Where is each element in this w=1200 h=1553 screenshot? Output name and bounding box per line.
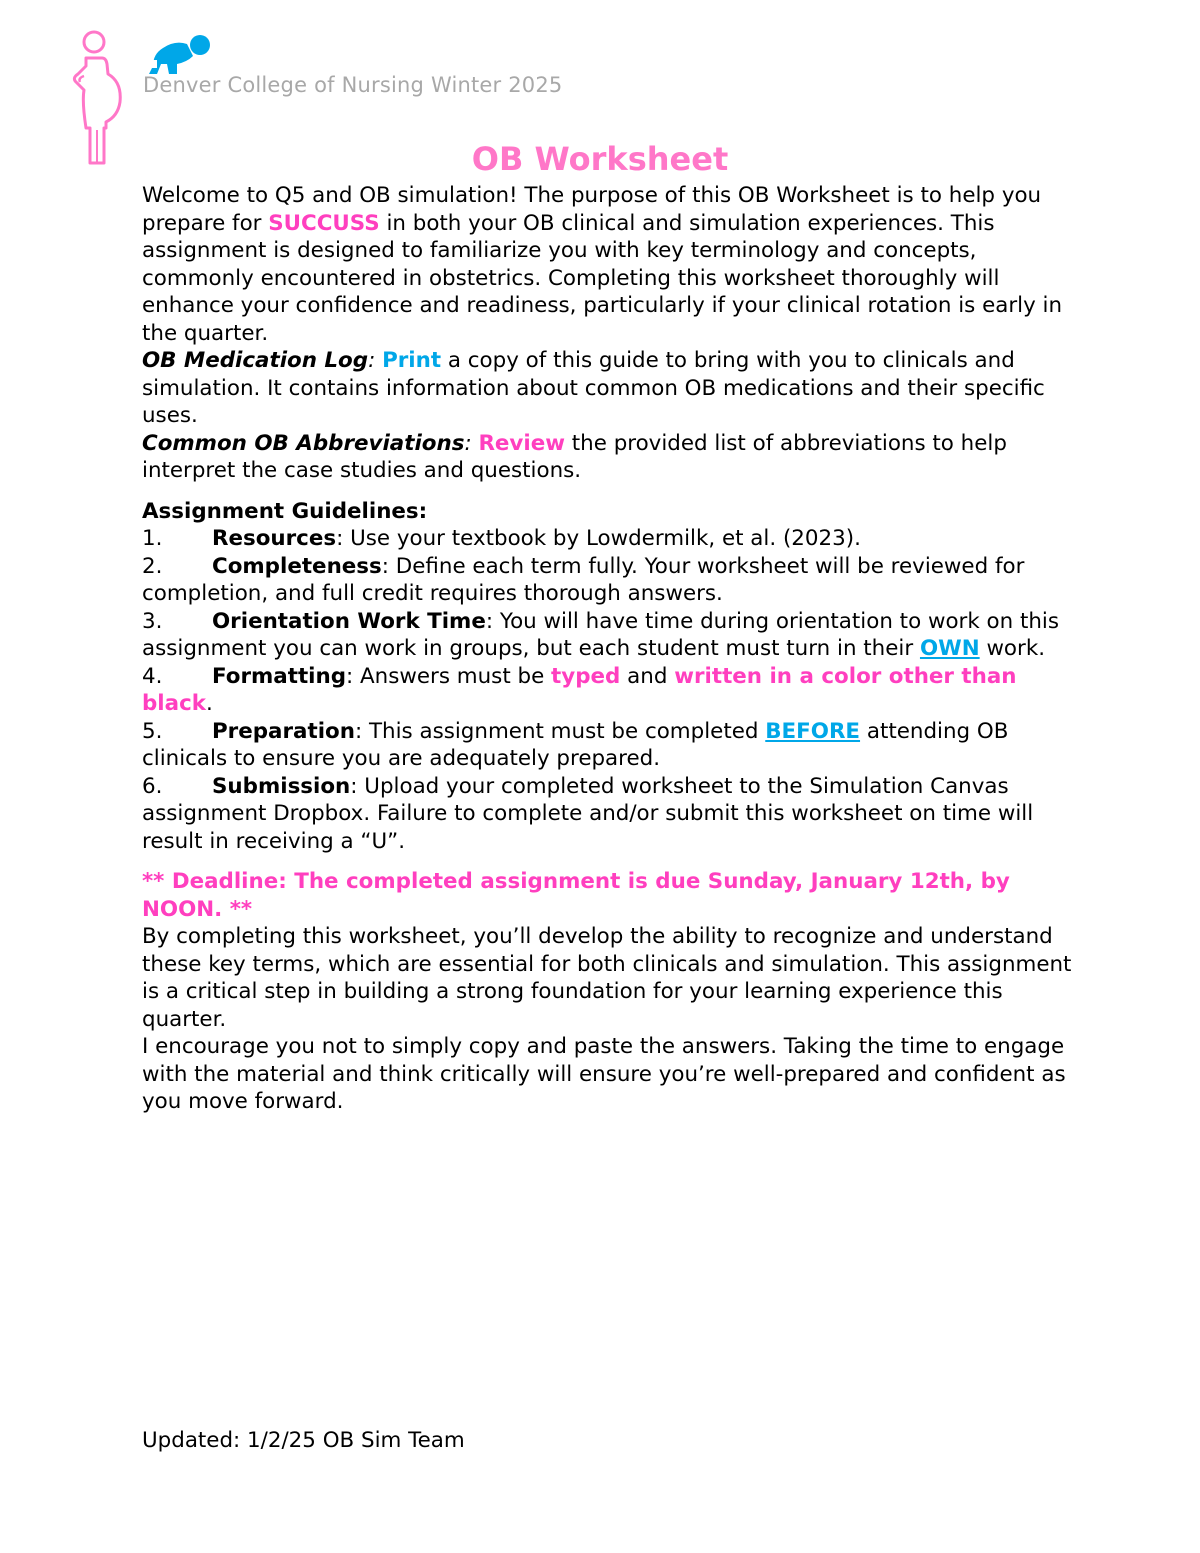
deadline-notice: ** Deadline: The completed assignment is due Sunday, January 12th, by NOON. ** (142, 869, 1010, 922)
success-highlight: SUCCUSS (268, 210, 380, 236)
guidelines-heading: Assignment Guidelines: (142, 498, 428, 524)
header-text: Denver College of Nursing Winter 2025 (143, 73, 563, 97)
worksheet-body (142, 182, 1072, 1116)
guideline-item: 4. Formatting: Answers must be typed and written in a color other than black. (142, 663, 1017, 716)
guideline-item: 2. Completeness: Define each term fully. Your worksheet will be reviewed for completion, and full credit requires thorough answers. (142, 553, 1025, 606)
medication-log-paragraph: OB Medication Log: Print a copy of this guide to bring with you to clinicals and simulation. It contains information about common OB medications and their specific uses. (142, 348, 1045, 428)
typed-emphasis: typed (551, 663, 621, 689)
print-action: Print (382, 348, 442, 373)
abbreviations-paragraph: Common OB Abbreviations: Review the provided list of abbreviations to help interpret the case studies and questions. (142, 430, 1007, 483)
guideline-item: 5. Preparation: This assignment must be completed BEFORE attending OB clinicals to ensure you are adequately prepared. (142, 718, 1009, 771)
guideline-item: 3. Orientation Work Time: You will have time during orientation to work on this assignment you can work in groups, but each student must turn in their OWN work. (142, 608, 1059, 661)
footer-updated: Updated: 1/2/25 OB Sim Team (142, 1428, 465, 1453)
guideline-item: 1. Resources: Use your textbook by Lowdermilk, et al. (2023). (142, 526, 861, 551)
closing-paragraph: By completing this worksheet, you’ll develop the ability to recognize and understand these key terms, which are essential for both clinicals and simulation. This assignment is a critical step in building a strong foundation for your learning experience this quarter. (142, 924, 1072, 1032)
guideline-item: 6. Submission: Upload your completed worksheet to the Simulation Canvas assignment Dropbox. Failure to complete and/or submit this worksheet on time will result in receiving a “U”. (142, 773, 1034, 854)
guidelines-list (142, 525, 1072, 855)
color-emphasis: written in a color other than black (142, 663, 1017, 716)
own-emphasis: OWN (919, 636, 980, 661)
review-action: Review (478, 430, 565, 456)
abbreviations-label: Common OB Abbreviations (142, 430, 465, 456)
page-title: OB Worksheet (471, 140, 729, 178)
medication-log-label: OB Medication Log (142, 348, 369, 373)
crawling-baby-icon (145, 34, 213, 78)
closing-paragraph-2: I encourage you not to simply copy and paste the answers. Taking the time to engage with the material and think critically will ensure you’re well-prepared and confident as you move forward. (142, 1034, 1066, 1114)
before-emphasis: BEFORE (765, 718, 861, 744)
intro-paragraph: Welcome to Q5 and OB simulation! The purpose of this OB Worksheet is to help you prepare for SUCCUSS in both your OB clinical and simulation experiences. This assignment is designed to familiarize you with key terminology and concepts, commonly encountered in obstetrics. Completing this worksheet thoroughly will enhance your confidence and readiness, particularly if your clinical rotation is early in the quarter. (142, 183, 1063, 346)
